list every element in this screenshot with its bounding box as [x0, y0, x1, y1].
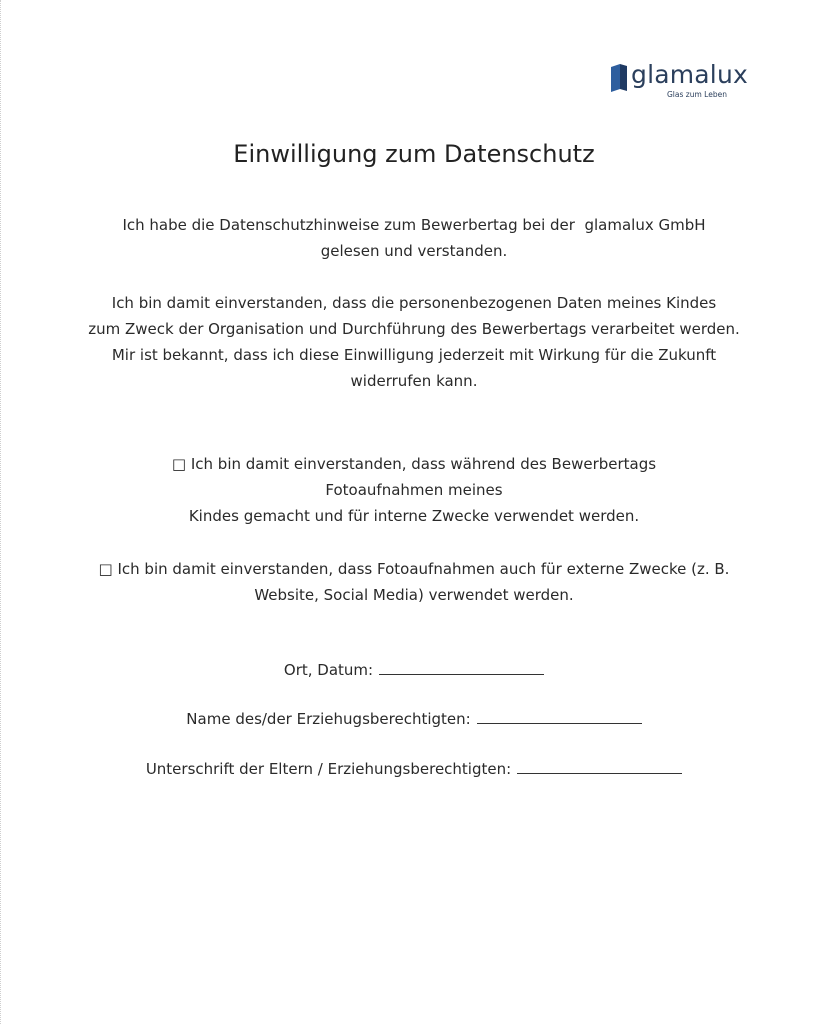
consent-line: Fotoaufnahmen meines [325, 481, 503, 499]
place-date-label: Ort, Datum: [283, 661, 374, 679]
consent-line: □ Ich bin damit einverstanden, dass Fotoaufnahmen auch für externe Zwecke (z. B. [98, 560, 730, 578]
company-logo [609, 60, 759, 102]
paragraph-line: Ich habe die Datenschutzhinweise zum Bewerbertag bei der glamalux GmbH [122, 216, 706, 234]
paragraph-line: Ich bin damit einverstanden, dass die personenbezogenen Daten meines Kindes [111, 294, 717, 312]
consent-line: Website, Social Media) verwendet werden. [254, 586, 574, 604]
glass-logo-icon [611, 64, 627, 92]
place-date-input-line[interactable] [379, 660, 544, 675]
signature-label: Unterschrift der Eltern / Erziehungsberechtigten: [145, 760, 512, 778]
guardian-name-field [1, 709, 819, 728]
internal-photo-consent-checkbox[interactable] [1, 451, 819, 529]
paragraph-line: gelesen und verstanden. [320, 242, 508, 260]
paragraph-line: Mir ist bekannt, dass ich diese Einwilligung jederzeit mit Wirkung für die Zukunft [111, 346, 717, 364]
logo-tagline: Glas zum Leben [667, 90, 727, 99]
logo-wordmark: glamalux [631, 60, 748, 89]
consent-line: Kindes gemacht und für interne Zwecke verwendet werden. [188, 507, 640, 525]
signature-input-line[interactable] [517, 759, 682, 774]
place-date-field [1, 660, 819, 679]
signature-field [1, 759, 819, 778]
document-title: Einwilligung zum Datenschutz [233, 140, 595, 168]
paragraph-line: zum Zweck der Organisation und Durchführung des Bewerbertags verarbeitet werden. [88, 320, 740, 338]
consent-line: □ Ich bin damit einverstanden, dass während des Bewerbertags [171, 455, 657, 473]
external-photo-consent-checkbox[interactable] [1, 556, 819, 608]
guardian-name-input-line[interactable] [477, 709, 642, 724]
paragraph-line: widerrufen kann. [350, 372, 478, 390]
data-processing-paragraph [1, 290, 819, 394]
guardian-name-label: Name des/der Erziehugsberechtigten: [186, 710, 471, 728]
read-confirmation-paragraph [1, 212, 819, 264]
